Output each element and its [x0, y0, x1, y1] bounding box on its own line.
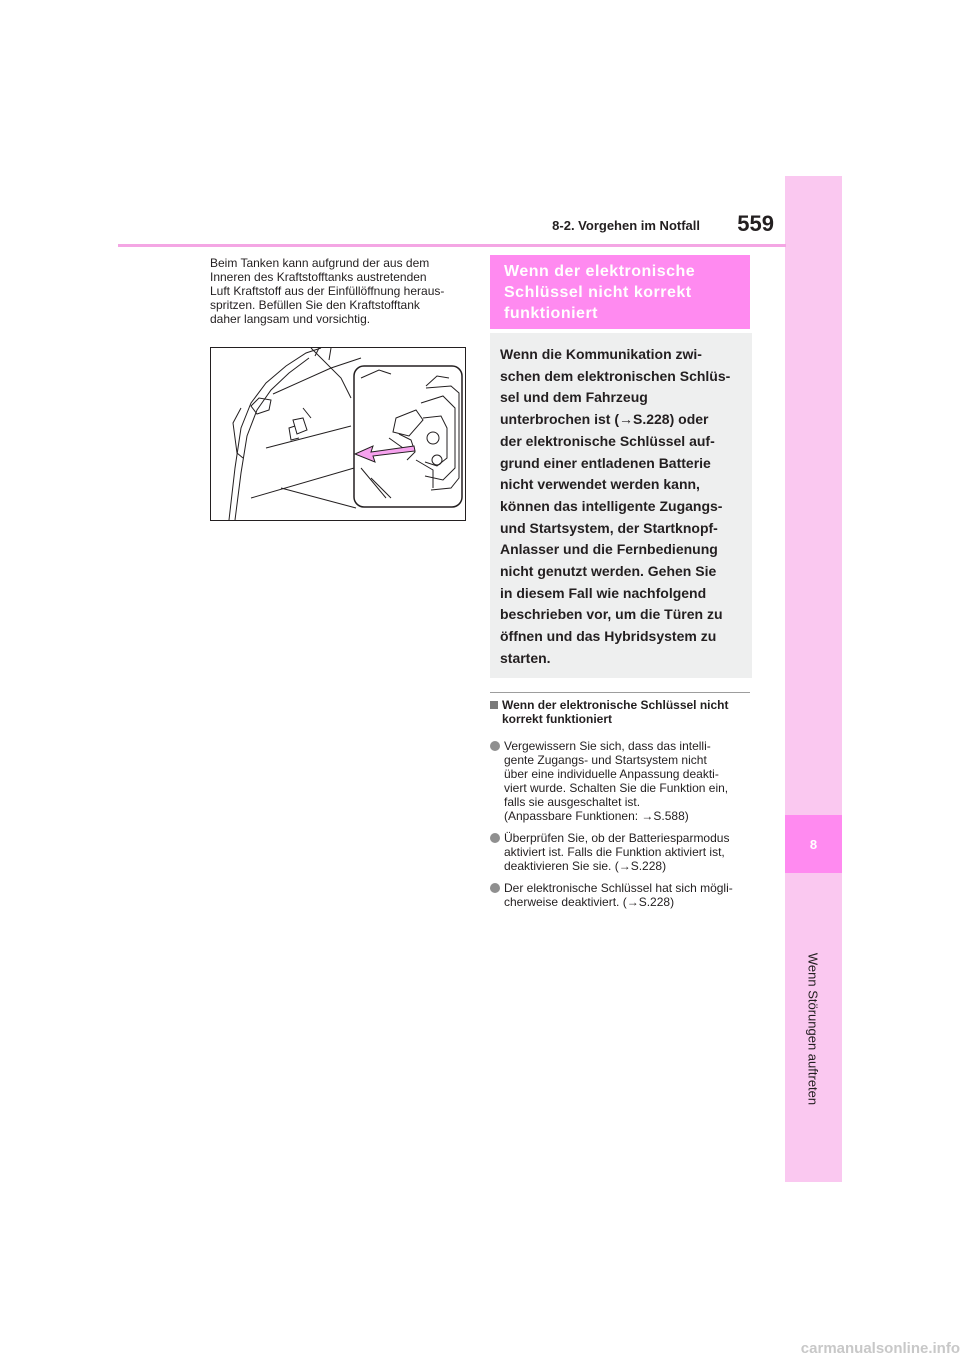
- circle-bullet-icon: [490, 883, 500, 893]
- subsection-heading-text: Wenn der elektronische Schlüssel nicht korrekt funktioniert: [502, 698, 729, 726]
- intro-paragraph: [210, 256, 472, 326]
- list-item: [490, 881, 752, 909]
- circle-bullet-icon: [490, 833, 500, 843]
- list-item-text: Der elektronische Schlüssel hat sich mögli- cherweise deaktiviert. (→S.228): [504, 881, 733, 909]
- section-header: 8-2. Vorgehen im Notfall: [552, 218, 700, 233]
- fuel-filler-drawing: [211, 348, 465, 520]
- page-number: 559: [737, 211, 774, 236]
- section-title: Wenn der elektronische Schlüssel nicht korrekt funktioniert: [504, 263, 696, 322]
- list-item: [490, 739, 752, 823]
- intro-text: Beim Tanken kann aufgrund der aus dem Inneren des Kraftstofftanks austretenden Luft Kraftstoff aus der Einfüllöffnung heraus- spritzen. Befüllen Sie den Kraftstofftank daher langsam und vorsichtig.: [210, 256, 445, 326]
- info-callout: [490, 333, 752, 678]
- callout-text: Wenn die Kommunikation zwi- schen dem elektronischen Schlüs- sel und dem Fahrzeug unterbrochen ist (→S.228) oder der elektronische Schlüssel auf- grund einer entladenen Batterie nicht verwendet werden kann, können das intelligente Zugangs- und Startsystem, der Startknopf- Anlasser und die Fernbedienung nicht genutzt werden. Gehen Sie in diesem Fall wie nachfolgend beschrieben vor, um die Türen zu öffnen und das Hybridsystem zu starten.: [500, 346, 731, 666]
- chapter-number-badge: 8: [785, 815, 842, 873]
- chapter-title-text: Wenn Störungen auftreten: [805, 952, 821, 1106]
- header-divider: [118, 244, 786, 247]
- subsection-heading: [490, 698, 752, 726]
- bullet-list: [490, 739, 752, 917]
- section-title-box: [490, 255, 750, 329]
- watermark: carmanualsonline.info: [800, 1340, 960, 1357]
- square-bullet-icon: [490, 701, 498, 709]
- circle-bullet-icon: [490, 741, 500, 751]
- list-item-text: Überprüfen Sie, ob der Batteriesparmodus aktiviert ist. Falls die Funktion aktiviert ist, deaktivieren Sie sie. (→S.228): [504, 831, 730, 873]
- list-item-text: Vergewissern Sie sich, dass das intelli- gente Zugangs- und Startsystem nicht über eine individuelle Anpassung deakti- viert wurde. Schalten Sie die Funktion ein, falls sie ausgeschaltet ist. (Anpassbare Funktionen: →S.588): [504, 739, 729, 823]
- fuel-filler-illustration: [210, 347, 466, 521]
- subsection-divider: [490, 692, 750, 693]
- list-item: [490, 831, 752, 873]
